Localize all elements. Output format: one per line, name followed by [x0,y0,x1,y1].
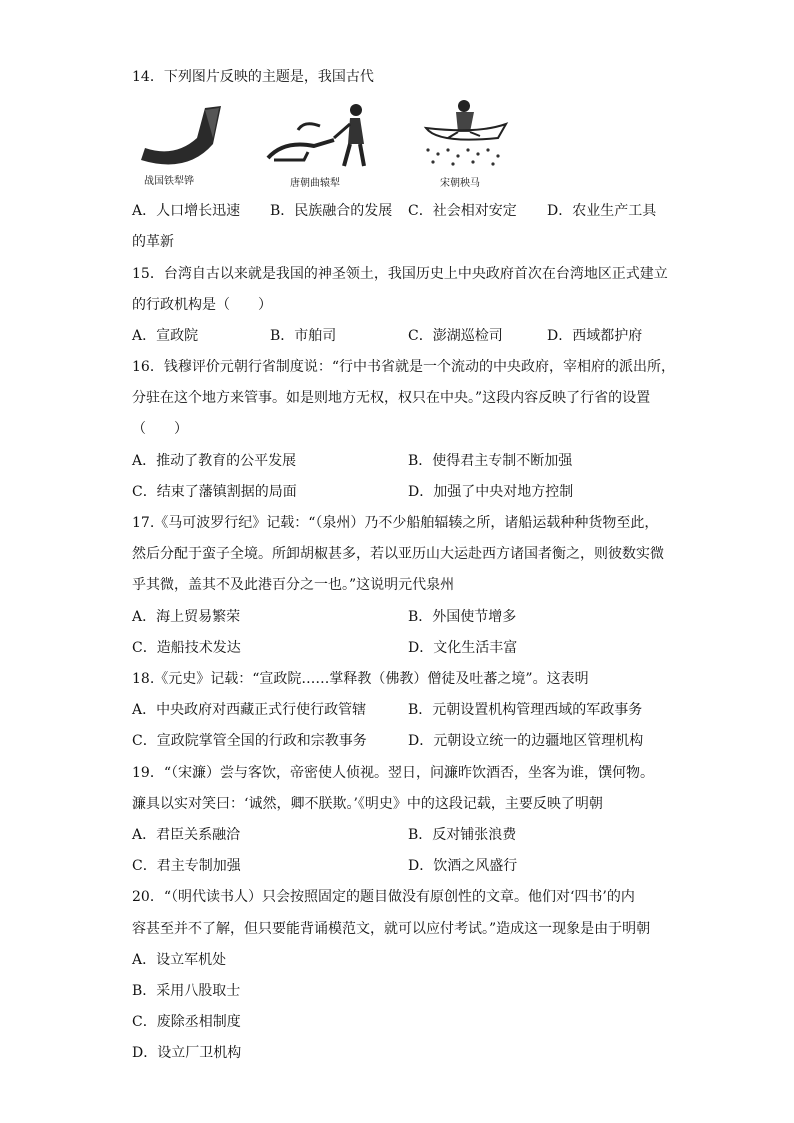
q14-stem: 14．下列图片反映的主题是，我国古代 [132,69,374,85]
q20-stem-line1: 20．“（明代读书人）只会按照固定的题目做没有原创性的文章。他们对‘四书’的内 [132,889,635,905]
q20-stem-line2: 容甚至并不了解，但只要能背诵模范文，就可以应付考试。”造成这一现象是由于明朝 [132,921,651,937]
q19-stem-line1: 19．“（宋濂）尝与客饮，帝密使人侦视。翌日，问濂昨饮酒否，坐客为谁，馔何物。 [132,765,654,781]
q15-option-d[interactable]: D．西域都护府 [547,328,643,344]
q15-option-a[interactable]: A．宣政院 [132,328,199,344]
q16-option-c[interactable]: C．结束了藩镇割据的局面 [132,484,297,500]
q19-option-d[interactable]: D．饮酒之风盛行 [408,858,518,874]
q14-option-c[interactable]: C．社会相对安定 [408,203,517,219]
q14-option-b[interactable]: B．民族融合的发展 [270,203,393,219]
q16-option-b[interactable]: B．使得君主专制不断加强 [408,453,573,469]
q20-option-b[interactable]: B．采用八股取士 [132,983,241,999]
q20-option-d[interactable]: D．设立厂卫机构 [132,1045,242,1061]
q14-option-d-cont: 的革新 [132,234,174,250]
curved-shaft-plow-icon [264,100,374,174]
q16-option-a[interactable]: A．推动了教育的公平发展 [132,453,297,469]
q18-option-a[interactable]: A．中央政府对西藏正式行使行政管辖 [132,702,367,718]
q15-stem-line1: 15．台湾自古以来就是我国的神圣领土，我国历史上中央政府首次在台湾地区正式建立 [132,266,668,282]
q17-stem-line2: 然后分配于蛮子全境。所卸胡椒甚多，若以亚历山大运赴西方诸国者衡之，则彼数实微 [132,546,664,562]
q17-option-c[interactable]: C．造船技术发达 [132,640,241,656]
figure-caption-3: 宋朝秧马 [440,178,480,189]
q14-option-d[interactable]: D．农业生产工具 [547,203,657,219]
q15-option-b[interactable]: B．市舶司 [270,328,337,344]
q19-option-a[interactable]: A．君臣关系融洽 [132,827,241,843]
q14-option-a[interactable]: A．人口增长迅速 [132,203,241,219]
q18-option-d[interactable]: D．元朝设立统一的边疆地区管理机构 [408,733,644,749]
q16-stem-line2: 分驻在这个地方来管事。如是则地方无权，权只在中央。”这段内容反映了行省的设置 [132,390,651,406]
q15-option-c[interactable]: C．澎湖巡检司 [408,328,503,344]
iron-plowshare-icon [135,98,225,174]
q19-stem-line2: 濂具以实对笑曰：‘诚然，卿不朕欺。’《明史》中的这段记载，主要反映了明朝 [132,796,603,812]
q17-stem-line1: 17.《马可波罗行纪》记载：“（泉州）乃不少船舶辐辏之所，诸船运载种种货物至此， [132,515,659,531]
q18-option-b[interactable]: B．元朝设置机构管理西域的军政事务 [408,702,643,718]
q20-option-a[interactable]: A．设立军机处 [132,952,227,968]
q17-option-b[interactable]: B．外国使节增多 [408,609,517,625]
q16-stem-line1: 16．钱穆评价元朝行省制度说：“行中书省就是一个流动的中央政府，宰相府的派出所， [132,359,675,375]
q20-option-c[interactable]: C．废除丞相制度 [132,1014,241,1030]
figure-caption-2: 唐朝曲辕犁 [290,178,340,189]
q16-option-d[interactable]: D．加强了中央对地方控制 [408,484,574,500]
q17-option-d[interactable]: D．文化生活丰富 [408,640,518,656]
q15-stem-line2: 的行政机构是（ ） [132,297,272,313]
rice-seedling-horse-icon [418,98,510,174]
q16-stem-line3: （ ） [132,421,188,437]
q18-stem: 18.《元史》记载：“宣政院……掌释教（佛教）僧徒及吐蕃之境”。这表明 [132,671,589,687]
q19-option-b[interactable]: B．反对铺张浪费 [408,827,517,843]
figure-caption-1: 战国铁犁铧 [144,176,194,187]
q18-option-c[interactable]: C．宣政院掌管全国的行政和宗教事务 [132,733,367,749]
q17-stem-line3: 乎其微，盖其不及此港百分之一也。”这说明元代泉州 [132,577,455,593]
q19-option-c[interactable]: C．君主专制加强 [132,858,241,874]
q17-option-a[interactable]: A．海上贸易繁荣 [132,609,241,625]
